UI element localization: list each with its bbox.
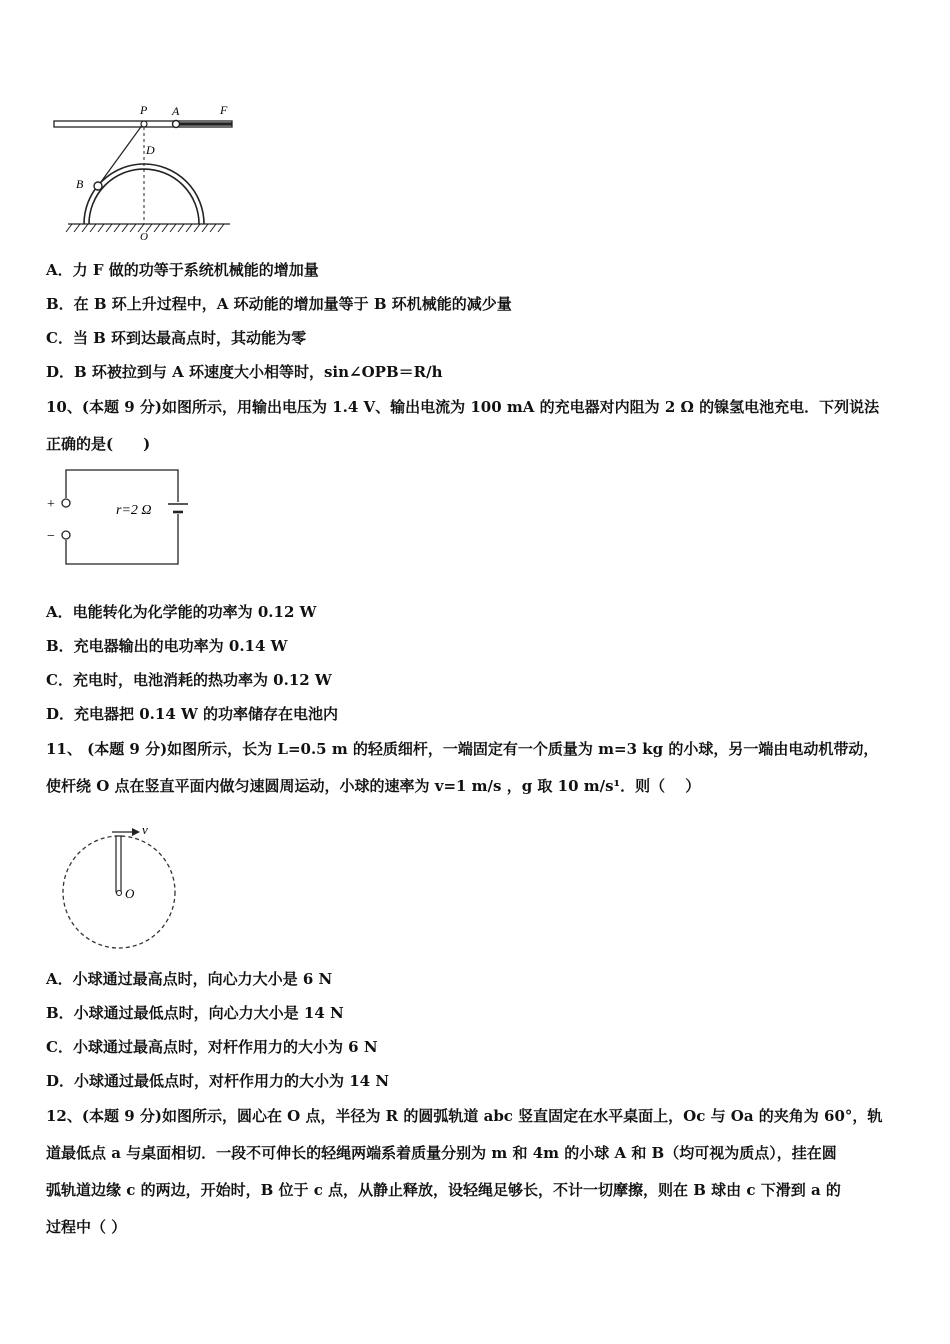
q9-figure bbox=[50, 98, 250, 240]
velocity-arrowhead-icon bbox=[132, 828, 140, 836]
ring-a bbox=[173, 121, 180, 128]
ring-b bbox=[94, 182, 102, 190]
label-p: P bbox=[140, 103, 148, 117]
q12-stem-line3: 弧轨道边缘 c 的两边，开始时，B 位于 c 点，从静止释放，设轻绳足够长，不计一切摩擦，则在 B 球由 c 下滑到 a 的 bbox=[46, 1181, 841, 1199]
circuit-wire-top bbox=[66, 470, 178, 502]
label-d: D bbox=[146, 143, 155, 157]
pivot-o bbox=[117, 891, 122, 896]
q10-stem-line1: 10、(本题 9 分)如图所示，用输出电压为 1.4 V、输出电流为 100 mA 的充电器对内阻为 2 Ω 的镍氢电池充电．下列说法 bbox=[46, 398, 880, 416]
rod bbox=[116, 836, 121, 892]
q10-option-a: A．电能转化为化学能的功率为 0.12 W bbox=[46, 603, 317, 621]
q11-option-c: C．小球通过最高点时，对杆作用力的大小为 6 N bbox=[46, 1038, 378, 1056]
label-minus: − bbox=[47, 529, 55, 544]
label-f: F bbox=[220, 103, 228, 117]
circuit-wire-bottom bbox=[66, 514, 178, 564]
ring-p bbox=[141, 121, 147, 127]
label-resistance: r=2 Ω bbox=[116, 503, 152, 518]
q10-option-c: C．充电时，电池消耗的热功率为 0.12 W bbox=[46, 671, 332, 689]
rope-pb bbox=[98, 124, 143, 186]
q9-option-b: B．在 B 环上升过程中，A 环动能的增加量等于 B 环机械能的减少量 bbox=[46, 295, 512, 313]
label-o: O bbox=[125, 886, 135, 901]
q12-stem-line4: 过程中（ ） bbox=[46, 1218, 127, 1236]
q12-stem-line2: 道最低点 a 与桌面相切．一段不可伸长的轻绳两端系着质量分别为 m 和 4m 的小球 A 和 B（均可视为质点），挂在圆 bbox=[46, 1144, 837, 1162]
q11-option-b: B．小球通过最低点时，向心力大小是 14 N bbox=[46, 1004, 344, 1022]
q11-option-a: A．小球通过最高点时，向心力大小是 6 N bbox=[46, 970, 333, 988]
q10-stem-line2: 正确的是( ) bbox=[46, 435, 151, 453]
q10-option-d: D．充电器把 0.14 W 的功率储存在电池内 bbox=[46, 705, 339, 723]
label-b: B bbox=[76, 177, 84, 191]
q9-option-a: A．力 F 做的功等于系统机械能的增加量 bbox=[46, 261, 319, 279]
q10-circuit-figure bbox=[42, 462, 202, 572]
terminal-plus bbox=[62, 499, 70, 507]
label-v: v bbox=[142, 822, 148, 837]
label-plus: + bbox=[47, 497, 55, 512]
q9-option-d: D．B 环被拉到与 A 环速度大小相等时，sin∠OPB＝R/h bbox=[46, 363, 443, 381]
q11-stem-line2: 使杆绕 O 点在竖直平面内做匀速圆周运动，小球的速率为 v=1 m/s ，g 取 10 m/s¹．则（ ） bbox=[46, 777, 701, 795]
q9-option-c: C．当 B 环到达最高点时，其动能为零 bbox=[46, 329, 307, 347]
terminal-minus bbox=[62, 531, 70, 539]
q10-option-b: B．充电器输出的电功率为 0.14 W bbox=[46, 637, 288, 655]
q11-circle-figure bbox=[56, 818, 186, 954]
label-o: O bbox=[140, 231, 148, 240]
q12-stem-line1: 12、(本题 9 分)如图所示，圆心在 O 点，半径为 R 的圆弧轨道 abc 竖直固定在水平桌面上，Oc 与 Oa 的夹角为 60°，轨 bbox=[46, 1107, 883, 1125]
q11-option-d: D．小球通过最低点时，对杆作用力的大小为 14 N bbox=[46, 1072, 390, 1090]
q11-stem-line1: 11、 (本题 9 分)如图所示，长为 L=0.5 m 的轻质细杆，一端固定有一个质量为 m=3 kg 的小球，另一端由电动机带动， bbox=[46, 740, 879, 758]
label-a: A bbox=[172, 104, 180, 118]
